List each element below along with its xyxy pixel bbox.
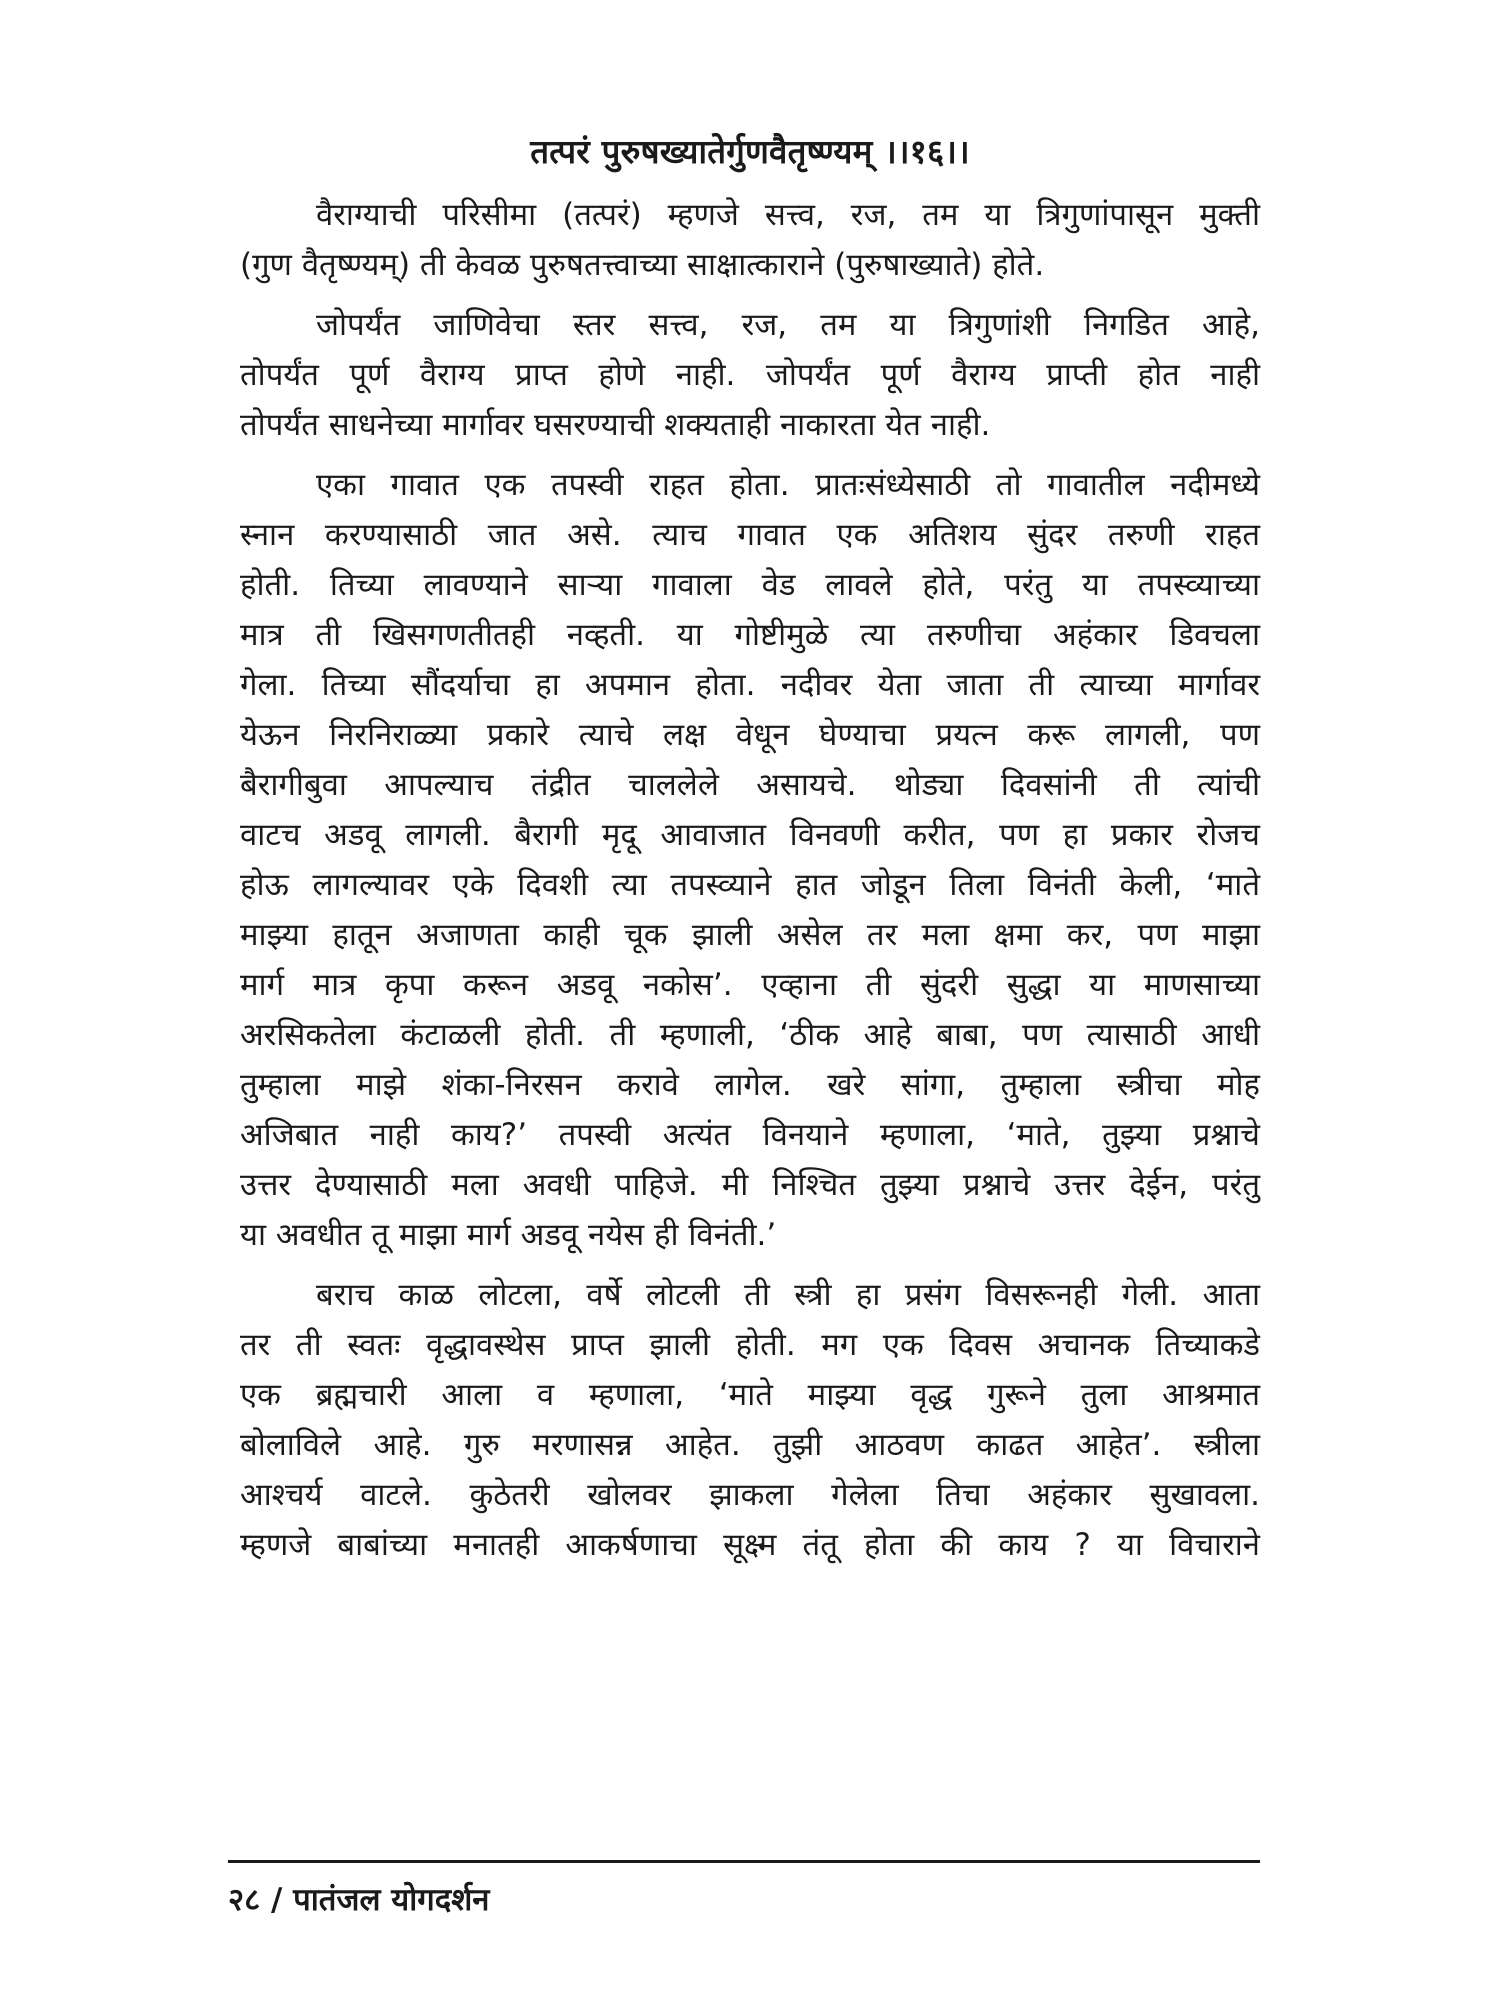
text-line: येऊन निरनिराळ्या प्रकारे त्याचे लक्ष वेधून घेण्याचा प्रयत्न करू लागली, पण	[240, 717, 1260, 753]
text-line: आश्चर्य वाटले. कुठेतरी खोलवर झाकला गेलेला तिचा अहंकार सुखावला.	[240, 1477, 1260, 1513]
text-line: गेला. तिच्या सौंदर्याचा हा अपमान होता. नदीवर येता जाता ती त्याच्या मार्गावर	[240, 667, 1260, 703]
text-line: वाटच अडवू लागली. बैरागी मृदू आवाजात विनवणी करीत, पण हा प्रकार रोजच	[240, 817, 1260, 853]
text-line: अरसिकतेला कंटाळली होती. ती म्हणाली, ‘ठीक आहे बाबा, पण त्यासाठी आधी	[240, 1017, 1260, 1053]
text-line: तुम्हाला माझे शंका-निरसन करावे लागेल. खरे सांगा, तुम्हाला स्त्रीचा मोह	[240, 1067, 1260, 1103]
text-line: माझ्या हातून अजाणता काही चूक झाली असेल तर मला क्षमा कर, पण माझा	[240, 917, 1260, 953]
paragraph-1	[240, 190, 1260, 290]
text-line: जोपर्यंत जाणिवेचा स्तर सत्त्व, रज, तम या त्रिगुणांशी निगडित आहे,	[316, 307, 1260, 343]
text-line: तर ती स्वतः वृद्धावस्थेस प्राप्त झाली होती. मग एक दिवस अचानक तिच्याकडे	[240, 1327, 1260, 1363]
text-line: बराच काळ लोटला, वर्षे लोटली ती स्त्री हा प्रसंग विसरूनही गेली. आता	[316, 1277, 1260, 1313]
text-line: उत्तर देण्यासाठी मला अवधी पाहिजे. मी निश्चित तुझ्या प्रश्नाचे उत्तर देईन, परंतु	[240, 1167, 1260, 1203]
text-line: बैरागीबुवा आपल्याच तंद्रीत चाललेले असायचे. थोड्या दिवसांनी ती त्यांची	[240, 767, 1260, 803]
text-line: मात्र ती खिसगणतीतही नव्हती. या गोष्टीमुळे त्या तरुणीचा अहंकार डिवचला	[240, 617, 1260, 653]
text-line: एक ब्रह्मचारी आला व म्हणाला, ‘माते माझ्या वृद्ध गुरूने तुला आश्रमात	[240, 1377, 1260, 1413]
footer-divider	[228, 1860, 1260, 1863]
text-line: होऊ लागल्यावर एके दिवशी त्या तपस्व्याने हात जोडून तिला विनंती केली, ‘माते	[240, 867, 1260, 903]
paragraph-4	[240, 1270, 1260, 1570]
text-line: एका गावात एक तपस्वी राहत होता. प्रातःसंध्येसाठी तो गावातील नदीमध्ये	[316, 467, 1260, 503]
page-footer: २८ / पातंजल योगदर्शन	[228, 1882, 490, 1918]
paragraph-2	[240, 300, 1260, 450]
text-line: या अवधीत तू माझा मार्ग अडवू नयेस ही विनंती.’	[240, 1217, 777, 1253]
sutra-heading: तत्परं पुरुषख्यातेर्गुणवैतृष्ण्यम् ।।१६।।	[530, 132, 970, 171]
text-line: (गुण वैतृष्ण्यम्) ती केवळ पुरुषतत्त्वाच्या साक्षात्काराने (पुरुषाख्याते) होते.	[240, 247, 1045, 283]
text-line: मार्ग मात्र कृपा करून अडवू नकोस’. एव्हाना ती सुंदरी सुद्धा या माणसाच्या	[240, 967, 1260, 1003]
text-line: अजिबात नाही काय?’ तपस्वी अत्यंत विनयाने म्हणाला, ‘माते, तुझ्या प्रश्नाचे	[240, 1117, 1260, 1153]
text-line: वैराग्याची परिसीमा (तत्परं) म्हणजे सत्त्व, रज, तम या त्रिगुणांपासून मुक्ती	[316, 197, 1260, 233]
text-line: होती. तिच्या लावण्याने साऱ्या गावाला वेड लावले होते, परंतु या तपस्व्याच्या	[240, 567, 1260, 603]
paragraph-3	[240, 460, 1260, 1260]
text-line: बोलाविले आहे. गुरु मरणासन्न आहेत. तुझी आठवण काढत आहेत’. स्त्रीला	[240, 1427, 1260, 1463]
text-line: स्नान करण्यासाठी जात असे. त्याच गावात एक अतिशय सुंदर तरुणी राहत	[240, 517, 1260, 553]
body-text	[240, 190, 1260, 1580]
text-line: तोपर्यंत पूर्ण वैराग्य प्राप्त होणे नाही. जोपर्यंत पूर्ण वैराग्य प्राप्ती होत नाही	[240, 357, 1260, 393]
text-line: तोपर्यंत साधनेच्या मार्गावर घसरण्याची शक्यताही नाकारता येत नाही.	[240, 407, 991, 443]
text-line: म्हणजे बाबांच्या मनातही आकर्षणाचा सूक्ष्म तंतू होता की काय ? या विचाराने	[240, 1527, 1260, 1563]
